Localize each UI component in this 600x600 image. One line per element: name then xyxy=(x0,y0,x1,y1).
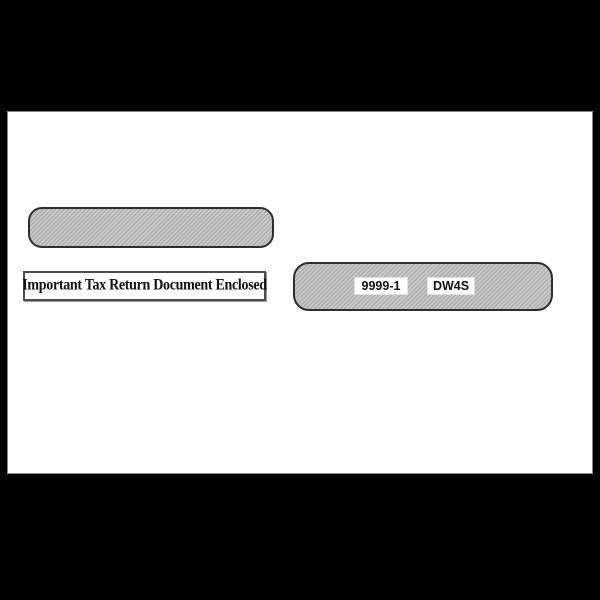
lower-address-window xyxy=(293,262,553,311)
tax-notice-box xyxy=(23,271,266,301)
tax-notice-text: Important Tax Return Document Enclosed xyxy=(22,277,267,294)
envelope xyxy=(7,111,593,474)
product-code-label: DW4S xyxy=(428,278,474,294)
upper-address-window xyxy=(28,207,274,248)
form-number-label: 9999-1 xyxy=(355,278,407,294)
